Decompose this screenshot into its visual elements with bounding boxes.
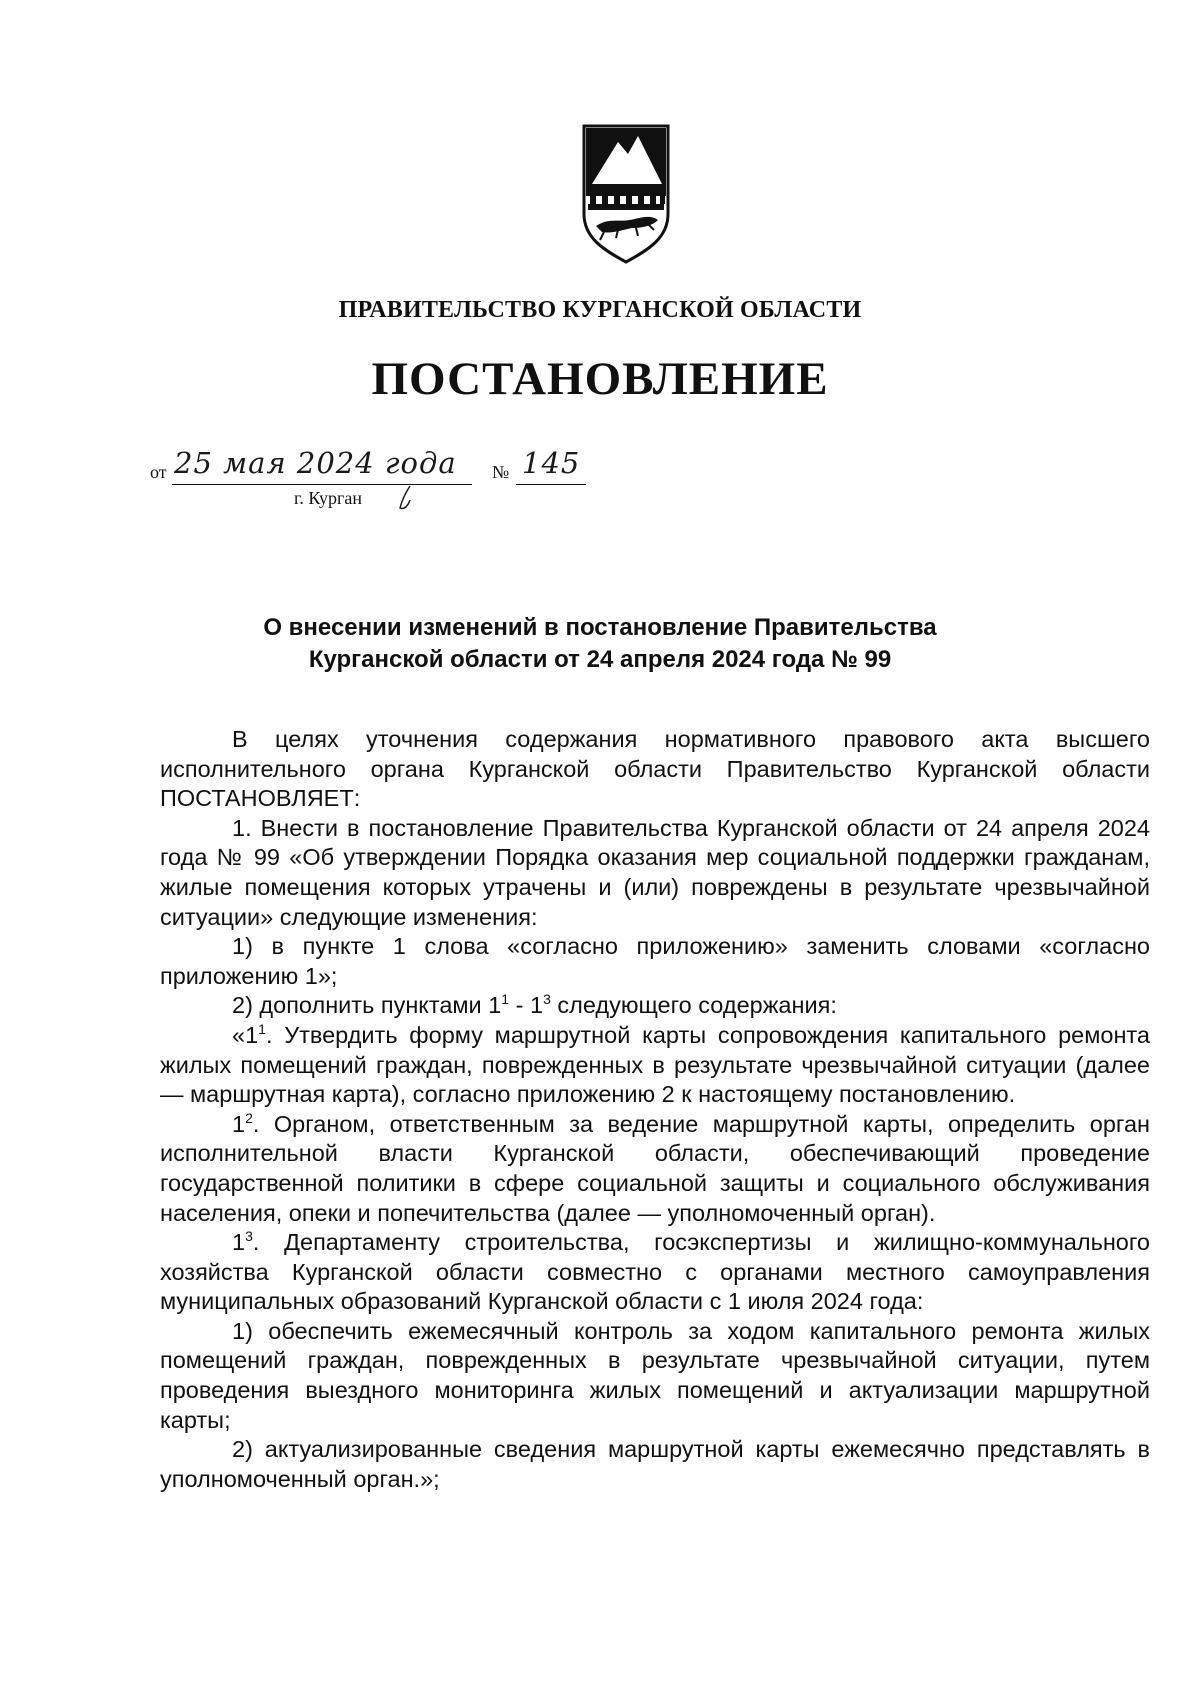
emblem-icon: [578, 122, 674, 272]
paragraph-point-1-3: [160, 1228, 1150, 1317]
paragraph-task-1: 1) обеспечить ежемесячный контроль за ходом капитального ремонта жилых помещений граждан, поврежденных в результате чрезвычайной ситуации, путем проведения выездного мониторинга жилых помещений и актуализации маршрутной карты;: [160, 1317, 1150, 1433]
text-part: «1: [232, 1021, 259, 1048]
paragraph-item-1: 1. Внести в постановление Правительства Курганской области от 24 апреля 2024 года № 99 «Об утверждении Порядка оказания мер социальной поддержки гражданам, жилые помещения которых утрачены и (или) повреждены в результате чрезвычайной ситуации» следующие изменения:: [160, 814, 1150, 930]
text-part: . Утвердить форму маршрутной карты сопровождения капитального ремонта жилых помещений граждан, поврежденных в результате чрезвычайной ситуации (далее — маршрутная карта), согласно приложению 2 к настоящему постановлению.: [160, 1021, 1150, 1108]
government-title: ПРАВИТЕЛЬСТВО КУРГАНСКОЙ ОБЛАСТИ: [338, 297, 862, 323]
date-prefix: от: [150, 462, 167, 482]
coat-of-arms-emblem: [578, 122, 674, 272]
superscript: 2: [245, 1109, 253, 1126]
number-prefix: №: [492, 462, 510, 482]
handwriting-stroke-icon: [396, 484, 416, 512]
subject-line-2: Курганской области от 24 апреля 2024 года № 99: [308, 646, 892, 673]
date-number-line: [150, 448, 650, 508]
text-part: - 1: [509, 992, 544, 1019]
text-part: . Департаменту строительства, госэкспертизы и жилищно-коммунального хозяйства Курганской области совместно с органами местного самоуправления муниципальных образований Курганской области с 1 июля 2024 года:: [160, 1229, 1150, 1315]
number-handwritten: 145: [522, 446, 581, 480]
superscript: 3: [245, 1228, 253, 1245]
text-part: . Органом, ответственным за ведение маршрутной карты, определить орган исполнительной власти Курганской области, обеспечивающий проведение государственной политики в сфере социальной защиты и социального обслуживания населения, опеки и попечительства (далее — уполномоченный орган).: [160, 1110, 1150, 1226]
paragraph-subitem-2: [160, 991, 1150, 1021]
city-label: г. Курган: [294, 488, 363, 508]
paragraph-preamble: В целях уточнения содержания нормативного правового акта высшего исполнительного органа Курганской области Правительство Курганской области ПОСТАНОВЛЯЕТ:: [160, 726, 1150, 812]
text-part: 2) дополнить пунктами 1: [232, 992, 502, 1019]
text-part: следующего содержания:: [550, 992, 837, 1019]
superscript: 3: [543, 991, 551, 1008]
date-handwritten: 25 мая 2024 года: [174, 446, 457, 480]
text-part: 1: [232, 1229, 246, 1256]
document-subject: [150, 612, 1050, 676]
subject-line-1: О внесении изменений в постановление Правительства: [263, 614, 937, 641]
superscript: 1: [258, 1020, 266, 1037]
paragraph-point-1-2: [160, 1110, 1150, 1228]
paragraph-subitem-1: 1) в пункте 1 слова «согласно приложению» заменить словами «согласно приложению 1»;: [160, 933, 1150, 989]
paragraph-point-1-1: [160, 1021, 1150, 1110]
document-body: [160, 725, 1150, 1494]
number-underline: [516, 484, 586, 485]
superscript: 1: [501, 991, 510, 1008]
text-part: 1: [232, 1110, 246, 1137]
document-type-title: ПОСТАНОВЛЕНИЕ: [371, 353, 829, 405]
paragraph-task-2: 2) актуализированные сведения маршрутной карты ежемесячно представлять в уполномоченный орган.»;: [160, 1436, 1150, 1492]
date-underline: [172, 484, 472, 485]
